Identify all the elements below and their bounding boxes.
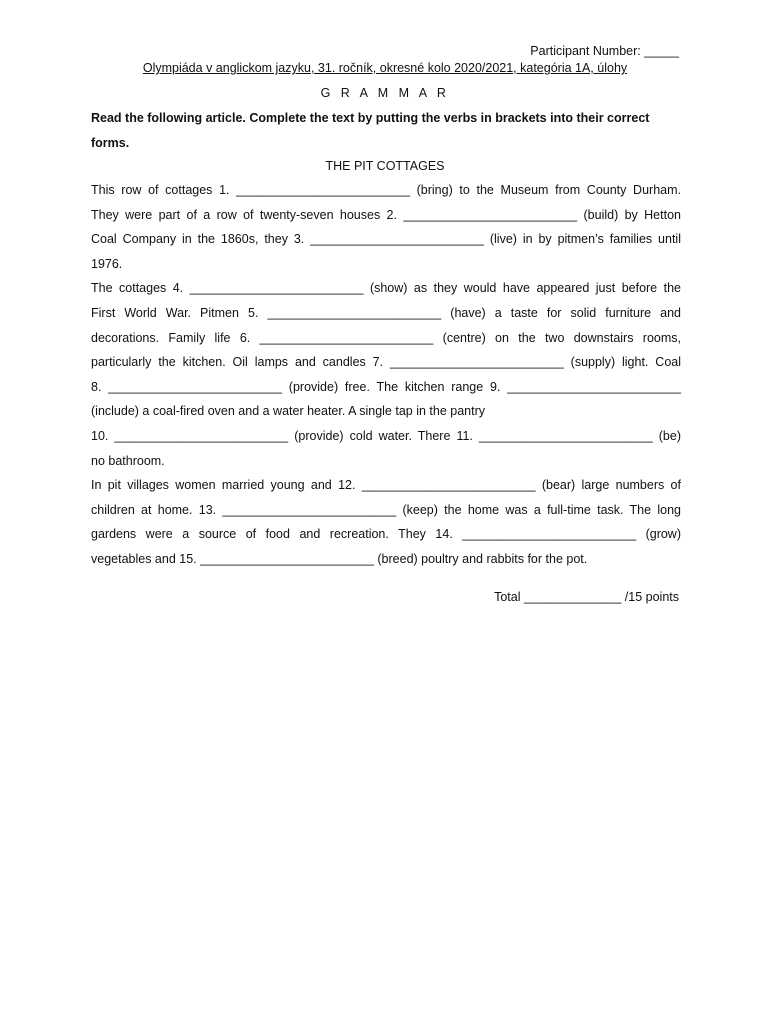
article-line: They were part of a row of twenty-seven houses 2. _________________________ (build) by Hetton (91, 207, 681, 222)
article-line: decorations. Family life 6. _________________________ (centre) on the two downstairs rooms, (91, 330, 681, 345)
article-line: vegetables and 15. _________________________ (breed) poultry and rabbits for the pot. (91, 551, 588, 566)
instructions: Read the following article. Complete the text by putting the verbs in brackets into their correct forms. (91, 111, 650, 150)
article-line: Coal Company in the 1860s, they 3. _________________________ (live) in by pitmen’s families until (91, 232, 681, 247)
total-score: Total ______________ /15 points (494, 590, 679, 604)
article-title: THE PIT COTTAGES (325, 159, 445, 173)
article-line: children at home. 13. _________________________ (keep) the home was a full-time task. The long (91, 502, 681, 517)
article-line: 8. _________________________ (provide) free. The kitchen range 9. _________________________ (91, 379, 681, 394)
article-line: In pit villages women married young and 12. _________________________ (bear) large numbers of (91, 478, 681, 493)
article-line: (include) a coal-fired oven and a water heater. A single tap in the pantry (91, 404, 485, 419)
article-line: no bathroom. (91, 453, 165, 468)
article-line: 1976. (91, 256, 123, 271)
article-line: This row of cottages 1. _________________________ (bring) to the Museum from County Durham. (91, 183, 681, 197)
article-text (91, 178, 681, 572)
article-line: The cottages 4. _________________________ (show) as they would have appeared just before the (91, 281, 681, 296)
section-title: G R A M M A R (320, 86, 450, 100)
participant-number: Participant Number: _____ (530, 44, 679, 58)
olympiad-title: Olympiáda v anglickom jazyku, 31. ročník, okresné kolo 2020/2021, kategória 1A, úlohy (142, 61, 628, 75)
article-line: First World War. Pitmen 5. _________________________ (have) a taste for solid furniture and (91, 305, 681, 320)
article-line: particularly the kitchen. Oil lamps and candles 7. _________________________ (supply) light. Coal (91, 355, 681, 370)
article-line: 10. _________________________ (provide) cold water. There 11. _________________________ (be) (91, 428, 681, 443)
article-line: gardens were a source of food and recreation. They 14. _________________________ (grow) (91, 527, 681, 542)
